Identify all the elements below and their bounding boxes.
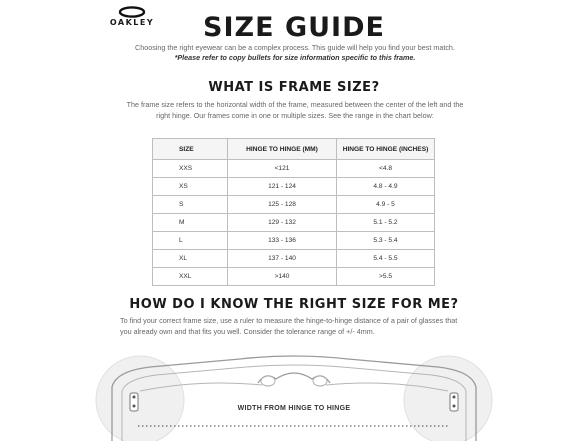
- table-cell: XXL: [153, 268, 228, 286]
- table-cell: >140: [228, 268, 337, 286]
- table-cell: <121: [228, 160, 337, 178]
- column-header: HINGE TO HINGE (INCHES): [337, 139, 435, 160]
- table-row: [153, 214, 435, 232]
- table-cell: L: [153, 232, 228, 250]
- table-cell: XL: [153, 250, 228, 268]
- left-nose-pad: [261, 376, 275, 386]
- table-cell: XS: [153, 178, 228, 196]
- table-row: [153, 232, 435, 250]
- table-cell: 4.8 - 4.9: [337, 178, 435, 196]
- table-cell: 125 - 128: [228, 196, 337, 214]
- intro-note: *Please refer to copy bullets for size information specific to this frame.: [174, 53, 416, 62]
- column-header: SIZE: [153, 139, 228, 160]
- right-nose-pad: [313, 376, 327, 386]
- table-cell: 121 - 124: [228, 178, 337, 196]
- table-row: [153, 196, 435, 214]
- logo-text: OAKLEY: [109, 18, 155, 27]
- table-row: [153, 268, 435, 286]
- table-cell: >5.5: [337, 268, 435, 286]
- table-cell: 5.4 - 5.5: [337, 250, 435, 268]
- section-text-frame-size: The frame size refers to the horizontal width of the frame, measured between the center of the left and the right hinge. Our frames come in one or multiple sizes. See the range in the chart below:: [126, 100, 464, 120]
- table-row: [153, 160, 435, 178]
- column-header: HINGE TO HINGE (MM): [228, 139, 337, 160]
- table-cell: 5.1 - 5.2: [337, 214, 435, 232]
- section-text-right-size: To find your correct frame size, use a ruler to measure the hinge-to-hinge distance of a pair of glasses that you already own and that fits you well. Consider the tolerance range of +/- 4mm.: [120, 316, 458, 336]
- table-cell: 5.3 - 5.4: [337, 232, 435, 250]
- intro-text: Choosing the right eyewear can be a complex process. This guide will help you find your best match.: [135, 43, 455, 52]
- table-cell: 129 - 132: [228, 214, 337, 232]
- section-heading-frame-size: WHAT IS FRAME SIZE?: [208, 80, 380, 95]
- page-title: SIZE GUIDE: [203, 12, 385, 43]
- size-table: [152, 138, 435, 286]
- glasses-frame-diagram: [0, 345, 588, 441]
- table-cell: 137 - 140: [228, 250, 337, 268]
- intro: [110, 43, 480, 63]
- table-cell: XXS: [153, 160, 228, 178]
- hinge-width-label: WIDTH FROM HINGE TO HINGE: [237, 405, 351, 412]
- table-header-row: [153, 139, 435, 160]
- section-heading-right-size: HOW DO I KNOW THE RIGHT SIZE FOR ME?: [129, 297, 459, 312]
- table-cell: <4.8: [337, 160, 435, 178]
- table-cell: M: [153, 214, 228, 232]
- bridge: [258, 373, 330, 383]
- table-cell: S: [153, 196, 228, 214]
- table-row: [153, 250, 435, 268]
- table-cell: 4.9 - 5: [337, 196, 435, 214]
- table-cell: 133 - 136: [228, 232, 337, 250]
- table-row: [153, 178, 435, 196]
